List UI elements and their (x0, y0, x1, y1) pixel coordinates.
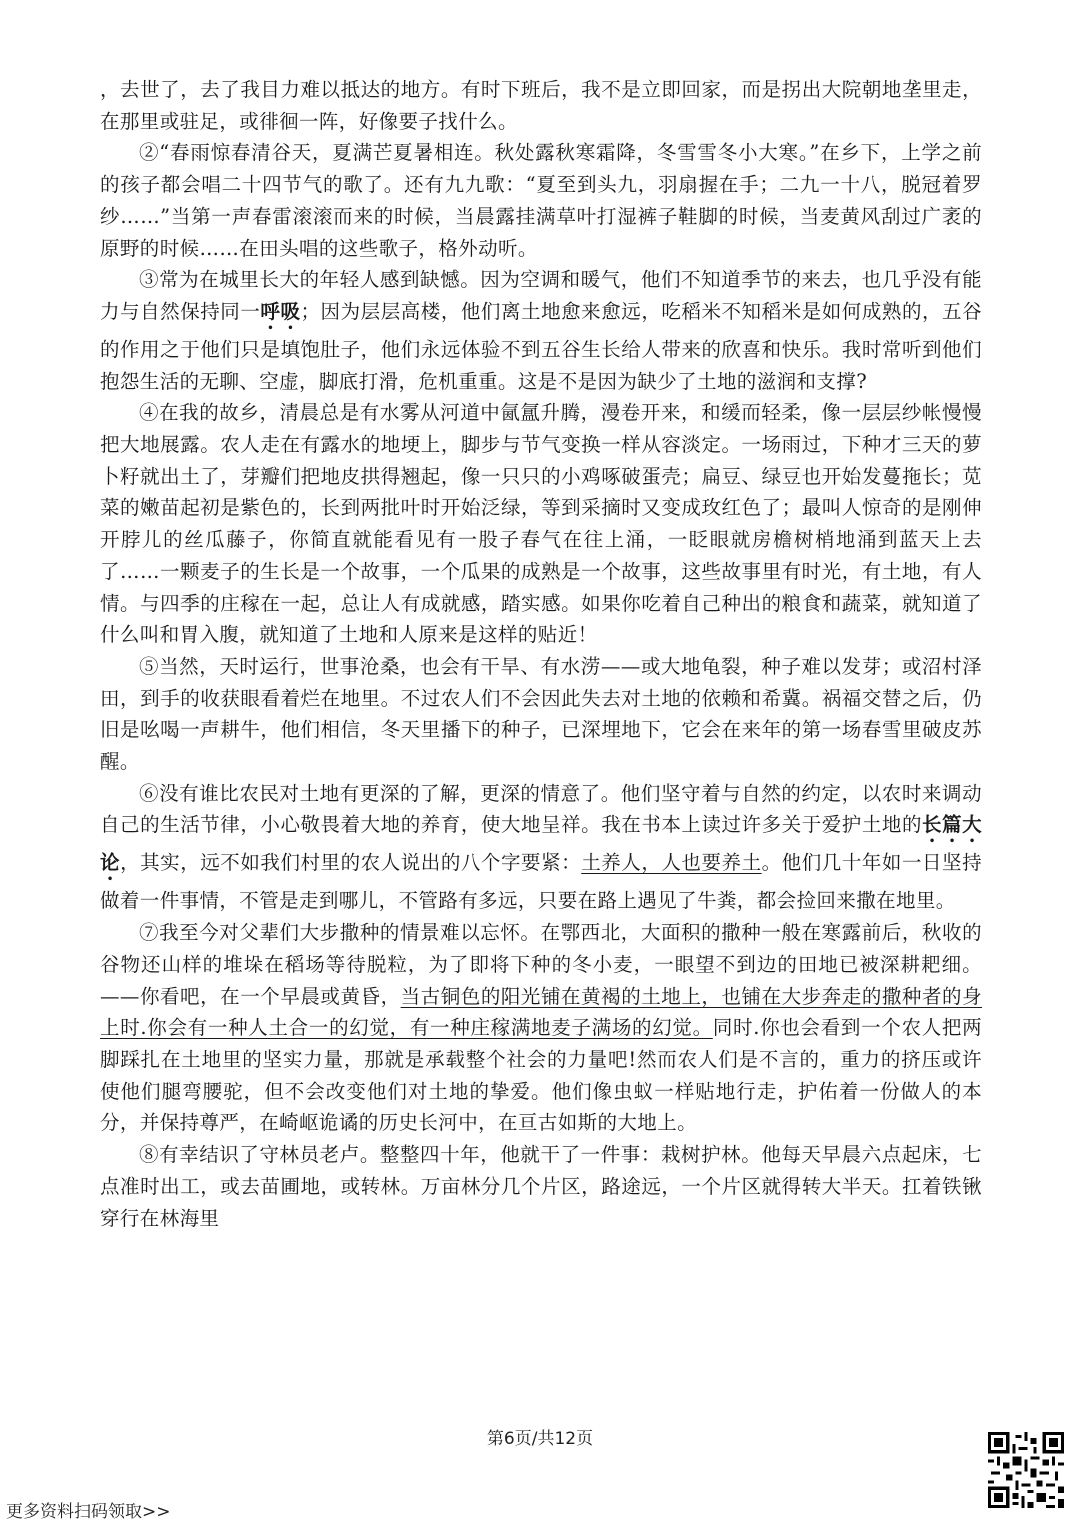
emphasized-word-changpiandalun: 长篇大论 (100, 813, 982, 875)
paragraph-7 (100, 917, 982, 1139)
underlined-sentence-tuyangren: 土养人，人也要养土 (581, 851, 762, 875)
paragraph-1: ，去世了，去了我目力难以抵达的地方。有时下班后，我不是立即回家，而是拐出大院朝地垄里走，在那里或驻足，或徘徊一阵，好像要子找什么。 (100, 78, 982, 133)
paragraph-2: ②“春雨惊春清谷天，夏满芒夏暑相连。秋处露秋寒霜降，冬雪雪冬小大寒。”在乡下，上学之前的孩子都会唱二十四节气的歌了。还有九九歌：“夏至到头九，羽扇握在手；二九一十八，脱冠着罗纱……”当第一声春雷滚滚而来的时候，当晨露挂满草叶打湿裤子鞋脚的时候，当麦黄风刮过广袤的原野的时候……在田头唱的这些歌子，格外动听。 (100, 141, 982, 260)
paragraph-3-text-a: ③常为在城里长大的年轻人感到缺憾。因为空调和暖气，他们不知道季节的来去，也几乎没有能力与自然保持同一 (100, 268, 982, 323)
paragraph-7-text-b: 同时.你也会看到一个农人把两脚踩扎在土地里的坚实力量，那就是承载整个社会的力量吧!然而农人们是不言的，重力的挤压或许使他们腿弯腰驼，但不会改变他们对土地的挚爱。他们像虫蚁一样贴地行走，护佑着一份做人的本分，并保持尊严，在崎岖诡谲的历史长河中，在亘古如斯的大地上。 (100, 1016, 982, 1135)
underlined-sentence-sunlight: 当古铜色的阳光铺在黄褐的土地上，也铺在大步奔走的撒种者的身上时.你会有一种人土合一的幻觉，有一种庄稼满地麦子满场的幻觉。 (100, 984, 982, 1040)
paragraph-6 (100, 778, 982, 917)
paragraph-4: ④在我的故乡，清晨总是有水雾从河道中氤氲升腾，漫卷开来，和缓而轻柔，像一层层纱帐慢慢把大地展露。农人走在有露水的地埂上，脚步与节气变换一样从容淡定。一场雨过，下种才三天的萝卜籽就出土了，芽瓣们把地皮拱得翘起，像一只只的小鸡啄破蛋壳；扁豆、绿豆也开始发蔓拖长；苋菜的嫩苗起初是紫色的，长到两批叶时开始泛绿，等到采摘时又变成玫红色了；最叫人惊奇的是刚伸开脖儿的丝瓜藤子，你简直就能看见有一股子春气在往上涌，一眨眼就房檐树梢地涌到蓝天上去了……一颗麦子的生长是一个故事，一个瓜果的成熟是一个故事，这些故事里有时光，有土地，有人情。与四季的庄稼在一起，总让人有成就感，踏实感。如果你吃着自己种出的粮食和蔬菜，就知道了什么叫和胃入腹，就知道了土地和人原来是这样的贴近！ (100, 401, 982, 647)
paragraph-8: ⑧有幸结识了守林员老卢。整整四十年，他就干了一件事：栽树护林。他每天早晨六点起床，七点准时出工，或去苗圃地，或转林。万亩林分几个片区，路途远，一个片区就得转大半天。扛着铁锹穿行在林海里 (100, 1143, 982, 1230)
article-body (100, 74, 982, 1234)
paragraph-7-text-a: ⑦我至今对父辈们大步撒种的情景难以忘怀。在鄂西北，大面积的撒种一般在寒露前后，秋收的谷物还山样的堆垛在稻场等待脱粒，为了即将下种的冬小麦，一眼望不到边的田地已被深耕耙细。——你看吧，在一个早晨或黄昏， (100, 921, 982, 1008)
paragraph-6-text-c: 。他们几十年如一日坚持做着一件事情，不管是走到哪儿，不管路有多远，只要在路上遇见了牛粪，都会捡回来撒在地里。 (100, 851, 983, 913)
qr-code-icon[interactable] (988, 1432, 1064, 1508)
emphasized-word-huxi: 呼吸 (260, 299, 301, 323)
paragraph-6-text-b: ，其实，远不如我们村里的农人说出的八个字要紧： (120, 851, 582, 875)
paragraph-6-text-a: ⑥没有谁比农民对土地有更深的了解，更深的情意了。他们坚守着与自然的约定，以农时来调动自己的生活节律，小心敬畏着大地的养育，使大地呈祥。我在书本上读过许多关于爱护土地的 (100, 781, 982, 837)
paragraph-3 (100, 264, 982, 397)
paragraph-5: ⑤当然，天时运行，世事沧桑，也会有干旱、有水涝——或大地龟裂，种子难以发芽；或沼村泽田，到手的收获眼看着烂在地里。不过农人们不会因此失去对土地的依赖和希冀。祸福交替之后，仍旧是吆喝一声耕牛，他们相信，冬天里播下的种子，已深埋地下，它会在来年的第一场春雪里破皮苏醒。 (100, 654, 982, 774)
more-resources-link[interactable]: 更多资料扫码领取>> (6, 1502, 171, 1522)
page-number: 第6页/共12页 (486, 1429, 594, 1449)
paragraph-3-text-b: ；因为层层高楼，他们离土地愈来愈远，吃稻米不知稻米是如何成熟的，五谷的作用之于他们只是填饱肚子，他们永远体验不到五谷生长给人带来的欣喜和快乐。我时常听到他们抱怨生活的无聊、空虚，脚底打滑，危机重重。这是不是因为缺少了土地的滋润和支撑? (100, 299, 982, 393)
